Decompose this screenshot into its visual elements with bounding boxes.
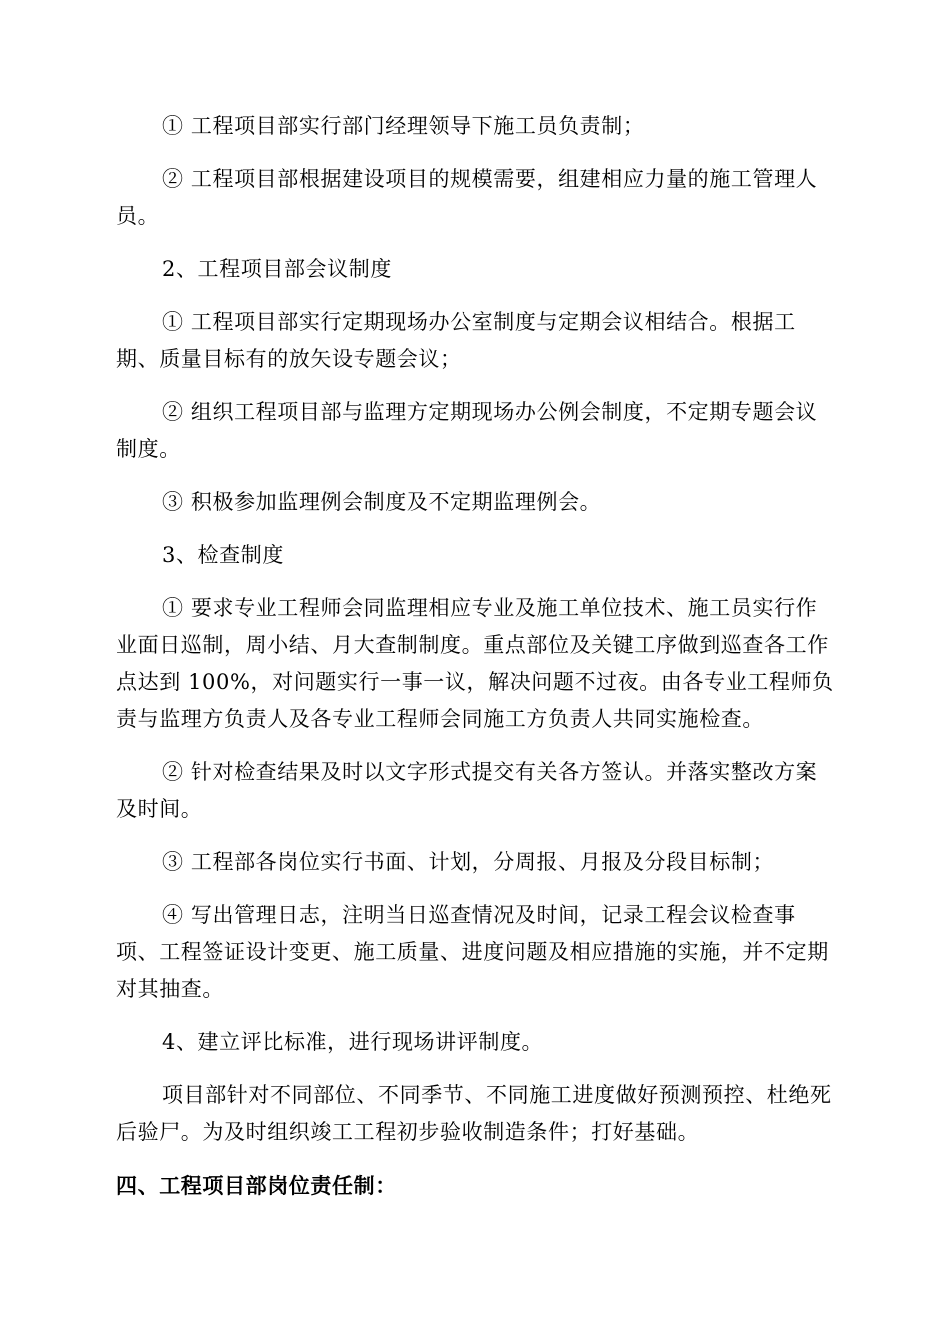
- document-body: [116, 108, 836, 1204]
- paragraph-inspection-results: ② 针对检查结果及时以文字形式提交有关各方签认。并落实整改方案及时间。: [116, 760, 818, 821]
- paragraph-staffing: ② 工程项目部根据建设项目的规模需要，组建相应力量的施工管理人员。: [116, 167, 818, 228]
- subheading-inspection-system: 3、检查制度: [162, 543, 284, 567]
- paragraph-reporting: ③ 工程部各岗位实行书面、计划，分周报、月报及分段目标制；: [162, 850, 775, 874]
- paragraph-construction-responsibility: ① 工程项目部实行部门经理领导下施工员负责制；: [162, 114, 645, 138]
- paragraph-prevention: 项目部针对不同部位、不同季节、不同施工进度做好预测预控、杜绝死后验尸。为及时组织竣工工程初步验收制造条件；打好基础。: [116, 1083, 832, 1144]
- paragraph-attend-meetings: ③ 积极参加监理例会制度及不定期监理例会。: [162, 490, 602, 514]
- subheading-meeting-system: 2、工程项目部会议制度: [162, 257, 392, 281]
- subheading-evaluation: 4、建立评比标准，进行现场讲评制度。: [162, 1030, 544, 1054]
- section-heading: 四、工程项目部岗位责任制：: [116, 1173, 397, 1198]
- paragraph-inspection-requirements: ① 要求专业工程师会同监理相应专业及施工单位技术、施工员实行作业面日巡制，周小结、月大查制制度。重点部位及关键工序做到巡查各工作点达到 100%，对问题实行一事一议，解决问题不过夜。由各专业工程师负责与监理方负责人及各专业工程师会同施工方负责人共同实施检查。: [116, 596, 834, 731]
- paragraph-management-log: ④ 写出管理日志，注明当日巡查情况及时间，记录工程会议检查事项、工程签证设计变更、施工质量、进度问题及相应措施的实施，并不定期对其抽查。: [116, 903, 829, 1001]
- paragraph-supervision-meetings: ② 组织工程项目部与监理方定期现场办公例会制度，不定期专题会议制度。: [116, 400, 818, 461]
- paragraph-regular-meetings: ① 工程项目部实行定期现场办公室制度与定期会议相结合。根据工期、质量目标有的放矢设专题会议；: [116, 310, 796, 371]
